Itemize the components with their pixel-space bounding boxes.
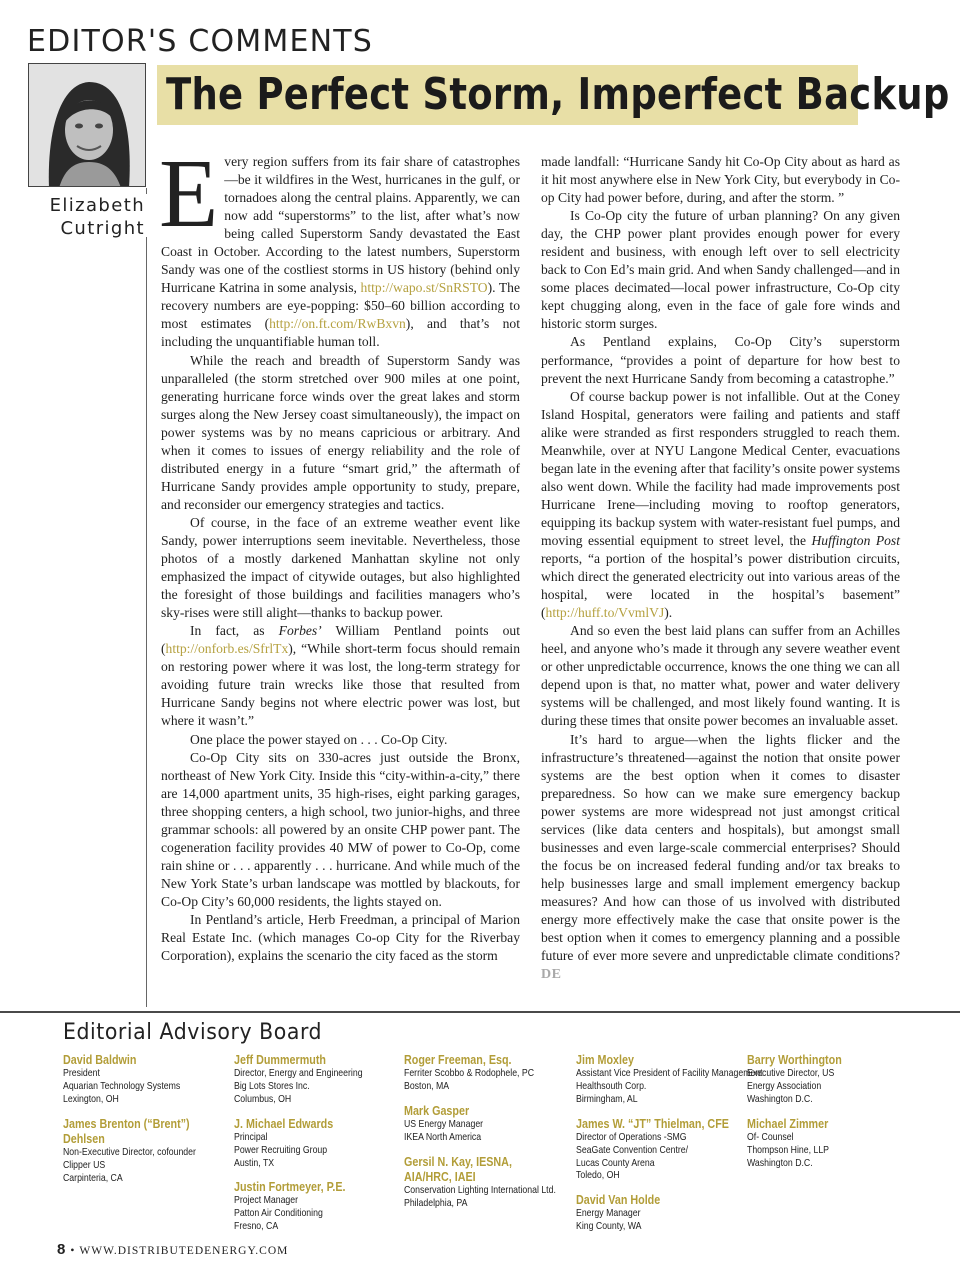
member-detail: Director of Operations -SMG <box>576 1131 687 1143</box>
member-detail: Fresno, CA <box>234 1221 279 1233</box>
member-detail: Patton Air Conditioning <box>234 1208 323 1220</box>
member-name: Roger Freeman, Esq. <box>404 1053 512 1067</box>
member-detail: Energy Association <box>747 1080 822 1092</box>
member-detail: Director, Energy and Engineering <box>234 1068 363 1079</box>
author-first-name: Elizabeth <box>49 195 145 216</box>
member-detail: IKEA North America <box>404 1131 482 1143</box>
board-member <box>747 1117 912 1171</box>
bullet-separator: • <box>70 1245 76 1257</box>
column-divider <box>146 237 147 1007</box>
text-run: Of course backup power is not infallible. Out at the Coney Island Hospital, generators were failing and patients and staff alike were stranded as first responders struggled to reach them. Meanwhile, over at NYU Langone Medical Center, evacuations began late in the evening after that facility’s onsite power systems also went down. While the facility had made improvements post Hurricane Irene—including moving to rooftop generators, equipping its backup system with water-resistant fuel pumps, and moving essential equipment to street level, the <box>541 388 900 548</box>
paragraph: Co-Op City sits on 330-acres just outside the Bronx, northeast of New York City. Inside this “city-within-a-city,” there are 14,000 apartment units, 35 high-rises, eight parking garages, three shopping centers, a high school, two junior-highs, and three grammar schools: all powered by an onsite CHP power pant. The cogeneration facility provides 40 MW of power to Co-Op, come rain shine or . . . apparently . . . hurricane. And while much of the New York State’s urban landscape was mottled by blackouts, for Co-Op City’s 60,000 residents, the lights stayed on. <box>161 749 520 909</box>
text-run: In fact, as <box>190 623 279 639</box>
member-name: James Brenton (“Brent”) Dehlsen <box>63 1116 190 1146</box>
member-detail: Aquarian Technology Systems <box>63 1080 181 1092</box>
author-portrait-image <box>29 64 146 187</box>
board-column <box>576 1053 763 1244</box>
page-footer <box>57 1241 288 1258</box>
member-detail: Project Manager <box>234 1195 299 1207</box>
paragraph: While the reach and breadth of Superstorm Sandy was unparalleled (the storm stretched over 900 miles at one point, generating hurricane force winds over the great lakes and storm surges along the New Jersey coast simultaneously), the impact on power systems was by no means capricious or arbitrary. And when it comes to issues of energy reliability and the role of distributed energy in a future “smart grid,” the aftermath of Hurricane Sandy provides ample opportunity to study, prepare, and reconsider our emergency strategies and tactics. <box>161 352 520 512</box>
text-run: ), and that’s not including the unquantifiable human toll. <box>161 316 520 350</box>
board-column <box>234 1053 399 1244</box>
article-column-2 <box>541 153 900 984</box>
member-detail: Clipper US <box>63 1159 106 1171</box>
site-link[interactable]: WWW.DISTRIBUTEDENERGY.COM <box>79 1245 289 1257</box>
member-detail: Thompson Hine, LLP <box>747 1144 830 1156</box>
paragraph: In Pentland’s article, Herb Freedman, a principal of Marion Real Estate Inc. (which manages Co-op City for the Riverbay Corporation), explains the scenario the city faced as the storm <box>161 911 520 964</box>
paragraph <box>161 622 520 730</box>
member-detail: Big Lots Stores Inc. <box>234 1080 310 1092</box>
link-ft[interactable]: http://on.ft.com/RwBxvn <box>269 316 406 332</box>
board-member <box>404 1155 569 1211</box>
member-detail: Washington D.C. <box>747 1157 813 1169</box>
member-detail: King County, WA <box>576 1221 642 1233</box>
article-column-1 <box>159 140 520 965</box>
board-member <box>63 1117 228 1186</box>
member-detail: Healthsouth Corp. <box>576 1080 647 1092</box>
member-name: Justin Fortmeyer, P.E. <box>234 1180 346 1195</box>
link-huffpost[interactable]: http://huff.to/VvmlVJ <box>545 605 665 621</box>
member-name: Jim Moxley <box>576 1053 634 1067</box>
member-detail: Columbus, OH <box>234 1093 292 1105</box>
board-member <box>404 1053 569 1094</box>
paragraph <box>159 140 520 352</box>
member-name: J. Michael Edwards <box>234 1116 334 1131</box>
board-member <box>576 1193 741 1234</box>
member-detail: Toledo, OH <box>576 1170 620 1182</box>
paragraph: As Pentland explains, Co-Op City’s superstorm performance, “provides a point of departure for how best to prevent the next Hurricane Sandy from becoming a catastrophe.” <box>541 334 900 386</box>
column-divider-top <box>146 188 147 194</box>
board-member <box>747 1053 912 1107</box>
author-photo <box>28 63 146 187</box>
member-detail: Assistant Vice President of Facility Management <box>576 1068 763 1079</box>
member-detail: Executive Director, US <box>747 1068 835 1079</box>
section-label: EDITOR'S COMMENTS <box>27 24 374 59</box>
member-detail: Philadelphia, PA <box>404 1197 468 1209</box>
member-name: David Van Holde <box>576 1193 661 1208</box>
member-name: Barry Worthington <box>747 1053 842 1067</box>
board-column <box>63 1053 228 1195</box>
member-detail: Boston, MA <box>404 1080 450 1092</box>
paragraph: Of course, in the face of an extreme weather event like Sandy, power interruptions seem inevitable. Nevertheless, those photos of a mostly darkened Manhattan skyline not only emphasized the impact of citywide outages, but also highlighted the foresight of those buildings and facilities managers who’s sky-rises were still alight—thanks to backup power. <box>161 514 520 621</box>
member-detail: Carpinteria, CA <box>63 1172 123 1184</box>
board-member <box>576 1117 741 1184</box>
text-run: ), “While short-term focus should remain on restoring power where it was lost, the long-term strategy for avoiding future train wrecks like those that resulted from Hurricane Sandy begins not where electric power was lost, but where it wasn’t.” <box>161 641 520 729</box>
paragraph <box>541 388 900 623</box>
board-member <box>404 1104 569 1145</box>
board-title: Editorial Advisory Board <box>63 1020 323 1045</box>
paragraph <box>541 731 900 985</box>
member-name: Gersil N. Kay, IESNA, AIA/HRC, IAEI <box>404 1154 512 1184</box>
member-detail: US Energy Manager <box>404 1118 484 1130</box>
member-detail: Energy Manager <box>576 1208 641 1220</box>
paragraph: One place the power stayed on . . . Co-Op City. <box>190 731 448 747</box>
member-name: Jeff Dummermuth <box>234 1053 326 1067</box>
member-detail: Austin, TX <box>234 1157 275 1169</box>
board-member <box>234 1053 399 1107</box>
article-title: The Perfect Storm, Imperfect Backup <box>166 69 950 120</box>
board-column <box>404 1053 569 1220</box>
author-last-name: Cutright <box>60 218 145 239</box>
drop-cap: E <box>159 140 219 247</box>
member-detail: Birmingham, AL <box>576 1093 638 1105</box>
board-member <box>234 1117 399 1171</box>
member-detail: Power Recruiting Group <box>234 1144 328 1156</box>
text-run: It’s hard to argue—when the lights flicker and the infrastructure’s threatened—against the notion that onsite power systems are the best option when it comes to disaster preparedness. So how can we make sure emergency backup power systems are more widespread not just amongst critical services (like data centers and hospitals), but amongst small businesses and even large-scale commercial enterprises? Should the focus be on increased federal funding and/or tax breaks to help businesses large and small implement emergency backup measures? And how can those of us involved with distributed energy more effectively make the case that onsite power is the best option when it comes to emergency planning and a possible future of ever more severe and unpredictable climate conditions? <box>541 731 900 964</box>
paragraph: made landfall: “Hurricane Sandy hit Co-Op City about as hard as it hit most anywhere else in New York City, but everybody in Co-op City had power before, during, and after the storm. ” <box>541 154 900 206</box>
text-run: ). The recovery numbers are eye-popping: $50–60 billion according to most estimates ( <box>161 280 520 332</box>
text-run: very region suffers from its fair share of catastrophes—be it wildfires in the West, hurricanes in the gulf, or tornadoes along the central plains. Apparently, we can now add “superstorms” to the list, after what’s now being called Superstorm Sandy devastated the East Coast in October. According to the latest numbers, Superstorm Sandy was one of the costliest storms in US history (behind only Hurricane Katrina in some analysis, <box>161 154 520 296</box>
board-member <box>576 1053 763 1107</box>
member-detail: Of- Counsel <box>747 1131 794 1143</box>
end-mark: DE <box>541 967 562 983</box>
link-wapo[interactable]: http://wapo.st/SnRSTO <box>360 280 488 296</box>
member-detail: Principal <box>234 1131 268 1143</box>
member-name: Mark Gasper <box>404 1103 470 1118</box>
section-divider <box>0 1011 960 1013</box>
member-detail: SeaGate Convention Centre/ <box>576 1144 689 1156</box>
member-detail: Conservation Lighting International Ltd. <box>404 1184 556 1196</box>
author-byline <box>40 194 145 240</box>
board-member <box>234 1180 399 1234</box>
text-run: reports, “a portion of the hospital’s power distribution circuits, which direct the generated electricity out into various areas of the hospital, were located in the hospital’s basement” ( <box>541 551 900 621</box>
member-detail: Non-Executive Director, cofounder <box>63 1146 196 1158</box>
publication-name: Huffington Post <box>811 532 900 548</box>
publication-name: Forbes’ <box>278 623 322 639</box>
board-member <box>63 1053 228 1107</box>
text-run: William Pentland points out ( <box>161 623 520 657</box>
paragraph: Is Co-Op city the future of urban planning? On any given day, the CHP power plant provides enough power for every resident and business, with enough left over to sell electricity back to Con Ed’s main grid. And when Sandy challenged—and in some places decimated—local power infrastructure, Co-Op city kept chugging along, even in the face of gale fore winds and historic storm surges. <box>541 208 900 332</box>
board-column <box>747 1053 912 1180</box>
text-run: ). <box>664 605 673 621</box>
member-detail: President <box>63 1068 100 1079</box>
member-detail: Ferriter Scobbo & Rodophele, PC <box>404 1068 535 1079</box>
paragraph: And so even the best laid plans can suffer from an Achilles heel, and anyone who’s made it through any severe weather event or other unpredictable occurrence, knows the one thing we can all depend upon is that, no matter what, power and water delivery systems will be challenged, and most likely found wanting. It is during these times that onsite power becomes an invaluable asset. <box>541 623 900 729</box>
member-name: Michael Zimmer <box>747 1116 829 1131</box>
member-name: David Baldwin <box>63 1053 137 1067</box>
member-name: James W. “JT” Thielman, CFE <box>576 1116 729 1131</box>
page-number: 8 <box>57 1241 67 1258</box>
link-forbes[interactable]: http://onforb.es/SfrlTx <box>165 641 289 657</box>
member-detail: Lexington, OH <box>63 1093 119 1105</box>
member-detail: Lucas County Arena <box>576 1157 655 1169</box>
member-detail: Washington D.C. <box>747 1093 813 1105</box>
